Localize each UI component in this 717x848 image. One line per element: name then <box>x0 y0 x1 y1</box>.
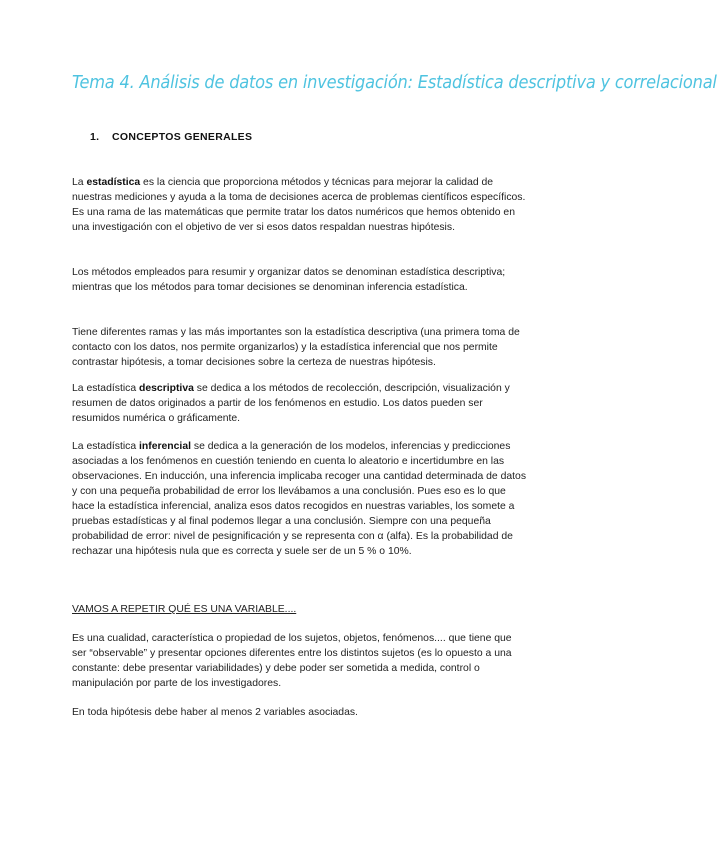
paragraph-text: se dedica a los métodos de recolección, descripción, visualización y resumen de datos originados a partir de los fenómenos en estudio. Los datos pueden ser resumidos numérica o gráficamente. <box>72 383 510 424</box>
paragraph-text: se dedica a la generación de los modelos, inferencias y predicciones asociadas a los fenómenos en cuestión teniendo en cuenta lo aleatorio e incertidumbre en las observaciones. En inducción, una inferencia implicaba recoger una cantidad determinada de datos y con una pequeña probabilidad de error los llevábamos a una conclusión. Pues eso es lo que hace la estadística inferencial, analiza esos datos recogidos en nuestras variables, los somete a pruebas estadísticas y al final podemos llegar a una conclusión. Siempre con una pequeña probabilidad de error: nivel de pesignificación y se representa con α (alfa). Es la probabilidad de rechazar una hipótesis nula que es correcta y suele ser de un 5 % o 10%. <box>72 441 527 557</box>
paragraph-inferencial <box>72 439 528 559</box>
paragraph-metodos: Los métodos empleados para resumir y organizar datos se denominan estadística descriptiva; mientras que los métodos para tomar decisiones se denominan inferencia estadística. <box>72 267 506 293</box>
bold-term-estadistica: estadística <box>86 177 141 188</box>
variable-subheading: VAMOS A REPETIR QUÉ ES UNA VARIABLE.... <box>72 604 297 615</box>
bold-term-inferencial: inferencial <box>139 441 191 452</box>
paragraph-text: es la ciencia que proporciona métodos y técnicas para mejorar la calidad de nuestras mediciones y ayuda a la toma de decisiones acerca de problemas científicos específicos. Es una rama de las matemáticas que permite tratar los datos numéricos que hemos obtenido en una investigación con el objetivo de ver si esos datos respaldan nuestras hipótesis. <box>72 177 526 233</box>
document-title: Tema 4. Análisis de datos en investigación: Estadística descriptiva y correlacional <box>72 72 717 93</box>
paragraph-estadistica <box>72 175 528 235</box>
paragraph-ramas: Tiene diferentes ramas y las más importantes son la estadística descriptiva (una primera toma de contacto con los datos, nos permite organizarlos) y la estadística inferencial que nos permite contrastar hipótesis, a tomar decisiones sobre la certeza de nuestras hipótesis. <box>72 327 520 368</box>
section-heading <box>90 131 252 143</box>
bold-term-descriptiva: descriptiva <box>139 383 194 394</box>
paragraph-hipotesis: En toda hipótesis debe haber al menos 2 variables asociadas. <box>72 707 358 718</box>
section-number: 1. <box>90 131 100 143</box>
section-heading-text: CONCEPTOS GENERALES <box>112 131 253 143</box>
paragraph-text: La <box>72 177 87 188</box>
paragraph-text: La estadística <box>72 383 140 394</box>
paragraph-variable: Es una cualidad, característica o propiedad de los sujetos, objetos, fenómenos.... que tiene que ser “observable” y presentar opciones diferentes entre los distintos sujetos (es lo opuesto a una constante: debe presentar variabilidades) y debe poder ser sometida a medida, control o manipulación por parte de los investigadores. <box>72 633 512 689</box>
paragraph-descriptiva <box>72 381 528 426</box>
paragraph-text: La estadística <box>72 441 140 452</box>
